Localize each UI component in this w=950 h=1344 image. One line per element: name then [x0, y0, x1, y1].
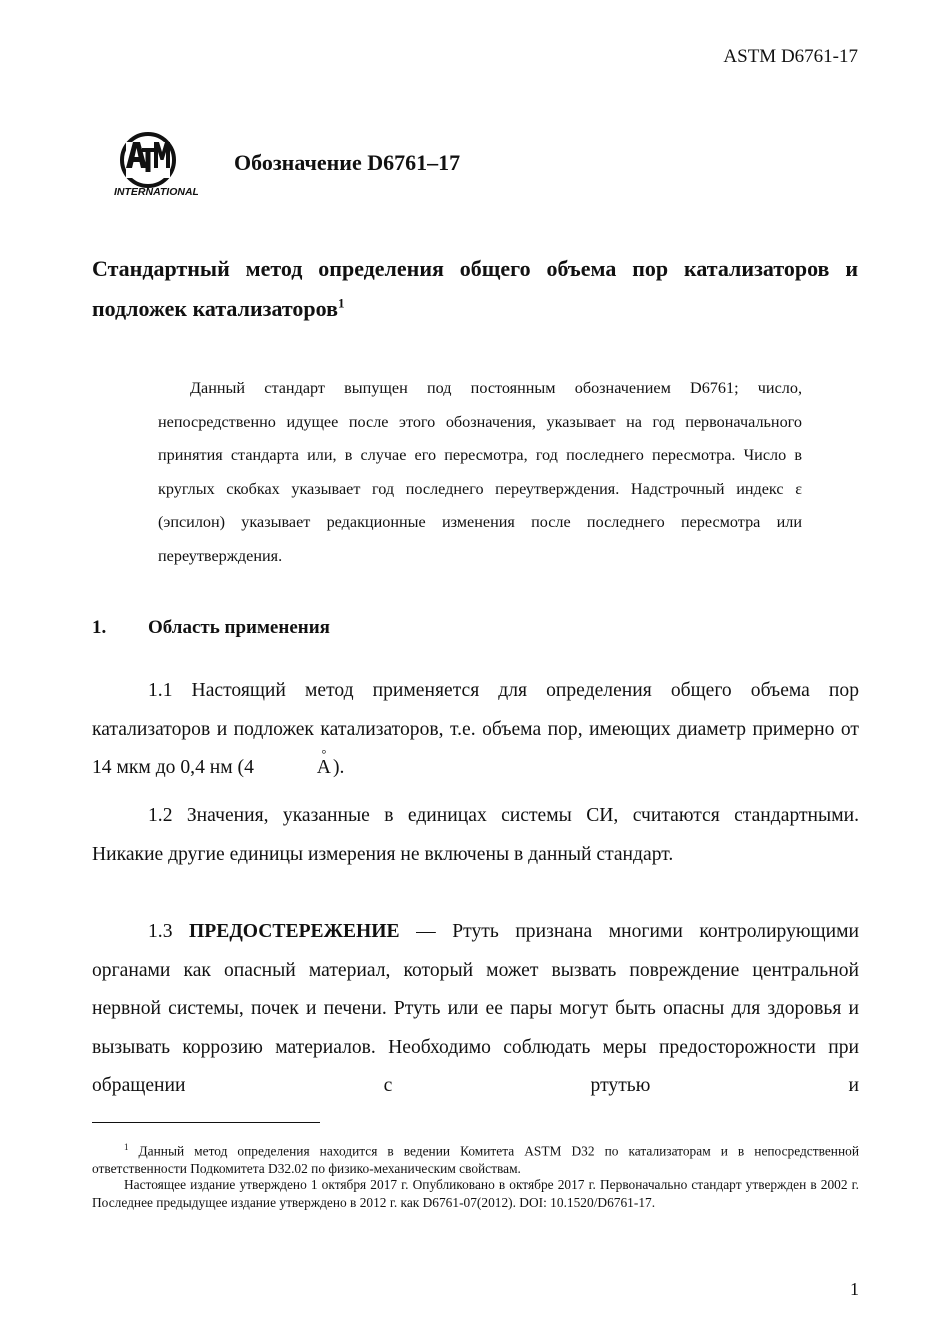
section-1-number: 1.: [92, 617, 107, 638]
warning-label: ПРЕДОСТЕРЕЖЕНИЕ: [189, 921, 400, 942]
astm-logo-icon: [112, 132, 198, 198]
page-number: 1: [850, 1279, 859, 1299]
paragraph-1-3-number: 1.3: [148, 921, 173, 942]
section-1-title: Область применения: [148, 617, 330, 638]
title-footnote-marker: 1: [338, 295, 345, 311]
footnote-edition-note: Настоящее издание утверждено 1 октября 2017 г. Опубликовано в октябре 2017 г. Первоначально стандарт утвержден в 2002 г. Последнее предыдущее издание утверждено в 2012 г. как D6761-07(2012). DOI: 10.1520/D6761-17.: [92, 1177, 859, 1210]
section-1-heading: [92, 617, 330, 639]
paragraph-1-3-text: — Ртуть признана многими контролирующими органами как опасный материал, который может вызвать повреждение центральной нервной системы, почек и печени. Ртуть или ее пары могут быть опасны для здоровья и вызывать коррозию материалов. Необходимо соблюдать меры предосторожности при обращении с ртутью и: [92, 921, 859, 1096]
title-text: Стандартный метод определения общего объема пор катализаторов и подложек катализаторов: [92, 256, 858, 321]
document-code: ASTM D6761-17: [723, 46, 858, 67]
intro-paragraph: Данный стандарт выпущен под постоянным обозначением D6761; число, непосредственно идущее после этого обозначения, указывает на год первоначального принятия стандарта или, в случае его пересмотра, год последнего пересмотра. Число в круглых скобках указывает год последнего переутверждения. Надстрочный индекс ε (эпсилон) указывает редакционные изменения после последнего пересмотра или переутверждения.: [158, 379, 802, 565]
document-title: [92, 249, 858, 329]
svg-text:INTERNATIONAL: INTERNATIONAL: [114, 186, 198, 198]
paragraph-1-1: [92, 672, 859, 788]
paragraph-1-3: [92, 913, 859, 1106]
designation-heading: Обозначение D6761–17: [234, 150, 461, 175]
footnote-1-text: Данный метод определения находится в ведении Комитета ASTM D32 по катализаторам и в непосредственной ответственности Подкомитета D32.02 по физико-механическим свойствам.: [92, 1143, 859, 1177]
angstrom-unit: ° A: [259, 749, 333, 788]
paragraph-1-2: 1.2 Значения, указанные в единицах системы СИ, считаются стандартными. Никакие другие единицы измерения не включены в данный стандарт.: [92, 805, 859, 865]
footnote-1: [92, 1138, 859, 1178]
paragraph-1-1-text: 1.1 Настоящий метод применяется для определения общего объема пор катализаторов и подложек катализаторов, т.е. объема пор, имеющих диаметр примерно от 14 мкм до 0,4 нм (4: [92, 680, 859, 778]
footnote-separator: [92, 1122, 320, 1123]
paragraph-1-1-end: ).: [332, 757, 345, 778]
footnote-1-number: 1: [124, 1142, 129, 1152]
